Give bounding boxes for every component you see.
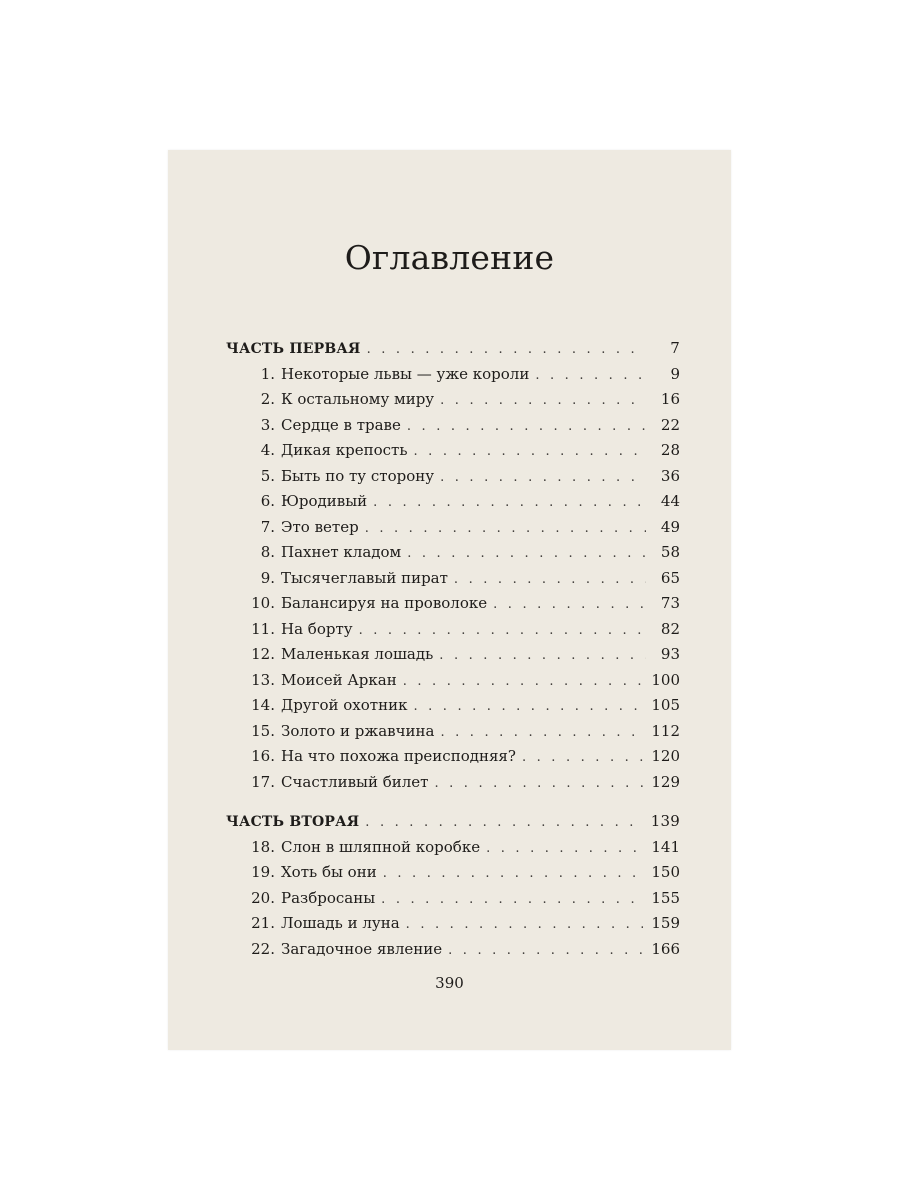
leader-dots [407,541,646,567]
chapter-title: Счастливый билет [281,772,429,791]
part-heading-1 [226,336,680,362]
leader-dots [407,414,646,440]
chapter-title: Моисей Аркан [281,670,397,689]
chapter-number: 20. [251,888,275,907]
part-label: ЧАСТЬ ВТОРАЯ [226,814,360,830]
chapter-page-number: 36 [660,466,680,485]
toc-entry [226,566,680,592]
chapter-number: 7. [260,517,275,536]
leader-dots [440,720,643,746]
chapter-number: 14. [251,696,275,714]
chapter-page-number: 9 [670,364,680,383]
chapter-number: 22. [251,939,275,958]
part-page-number: 139 [650,812,680,830]
toc-entry [226,744,680,770]
leader-dots [454,567,646,593]
chapter-title: Быть по ту сторону [281,466,435,485]
chapter-page-number: 166 [651,939,680,958]
chapter-number: 9. [260,568,275,587]
leader-dots [486,836,643,862]
toc-entry [226,668,680,694]
chapter-page-number: 28 [660,441,680,459]
chapter-number: 17. [251,772,275,791]
leader-dots [522,745,643,771]
toc-entry [226,860,680,886]
chapter-page-number: 16 [660,390,680,408]
chapter-title: Некоторые львы — уже короли [281,364,530,383]
chapter-number: 19. [251,863,275,881]
chapter-title: Тысячеглавый пират [281,568,448,587]
chapter-number: 21. [251,914,275,932]
leader-dots [414,439,647,465]
chapter-page-number: 159 [651,914,680,932]
toc-entry [226,540,680,566]
chapter-title: К остальному миру [281,390,435,408]
chapter-title: Сердце в траве [281,415,401,434]
chapter-page-number: 82 [660,619,680,638]
chapter-number: 12. [251,645,275,663]
toc-entry [226,770,680,796]
chapter-title: Это ветер [281,517,359,536]
leader-dots [413,694,643,720]
chapter-title: Хоть бы они [281,863,377,881]
toc-entry [226,591,680,617]
chapter-number: 3. [260,415,275,434]
page-number-footer: 390 [435,974,464,992]
chapter-title: Юродивый [281,492,368,510]
toc-entry [226,489,680,515]
leader-dots [434,771,643,797]
chapter-page-number: 58 [660,543,680,561]
chapter-title: Дикая крепость [281,441,408,459]
page-title: Оглавление [344,238,555,277]
chapter-page-number: 141 [651,837,680,856]
chapter-title: Золото и ржавчина [281,721,435,740]
toc-entry [226,515,680,541]
chapter-title: Разбросаны [281,888,376,907]
toc-entry [226,886,680,912]
chapter-number: 5. [260,466,275,485]
chapter-page-number: 44 [660,492,680,510]
table-of-contents [226,336,680,962]
toc-entry [226,937,680,963]
chapter-page-number: 129 [651,772,680,791]
leader-dots [383,861,644,887]
book-page [168,150,731,1050]
toc-entry [226,362,680,388]
part-page-number: 7 [670,339,680,357]
leader-dots [448,938,643,964]
chapter-title: Загадочное явление [281,939,443,958]
chapter-page-number: 155 [651,888,680,907]
chapter-title: Балансируя на проволоке [281,594,488,612]
chapter-number: 6. [260,492,275,510]
toc-entry [226,387,680,413]
chapter-number: 18. [251,837,275,856]
chapter-number: 2. [260,390,275,408]
chapter-title: Пахнет кладом [281,543,402,561]
leader-dots [381,887,643,913]
part-label: ЧАСТЬ ПЕРВАЯ [226,341,361,357]
chapter-number: 4. [260,441,275,459]
toc-entry [226,413,680,439]
chapter-number: 13. [251,670,275,689]
leader-dots [373,490,646,516]
chapter-page-number: 120 [651,747,680,765]
toc-entry [226,911,680,937]
chapter-page-number: 100 [651,670,680,689]
part-heading-2 [226,809,680,835]
chapter-number: 8. [260,543,275,561]
chapter-page-number: 65 [660,568,680,587]
leader-dots [440,465,646,491]
chapter-number: 1. [260,364,275,383]
chapter-title: На что похожа преисподняя? [281,747,516,765]
chapter-page-number: 150 [651,863,680,881]
toc-entry [226,693,680,719]
chapter-page-number: 73 [660,594,680,612]
chapter-page-number: 105 [651,696,680,714]
chapter-number: 15. [251,721,275,740]
chapter-number: 11. [251,619,275,638]
leader-dots [493,592,646,618]
leader-dots [403,669,644,695]
leader-dots [365,516,646,542]
leader-dots [359,618,646,644]
leader-dots [365,810,642,836]
chapter-page-number: 112 [651,721,680,740]
leader-dots [367,337,646,363]
leader-dots [440,388,646,414]
toc-entry [226,464,680,490]
toc-entry [226,617,680,643]
chapter-title: Лошадь и луна [281,914,400,932]
chapter-title: На борту [281,619,353,638]
leader-dots [535,363,646,389]
chapter-title: Слон в шляпной коробке [281,837,481,856]
toc-entry [226,642,680,668]
chapter-title: Другой охотник [281,696,408,714]
toc-entry [226,835,680,861]
chapter-page-number: 49 [660,517,680,536]
leader-dots [406,912,644,938]
toc-entry [226,719,680,745]
chapter-number: 10. [251,594,275,612]
chapter-title: Маленькая лошадь [281,645,434,663]
leader-dots [439,643,646,669]
chapter-number: 16. [251,747,275,765]
chapter-page-number: 22 [660,415,680,434]
chapter-page-number: 93 [660,645,680,663]
toc-entry [226,438,680,464]
